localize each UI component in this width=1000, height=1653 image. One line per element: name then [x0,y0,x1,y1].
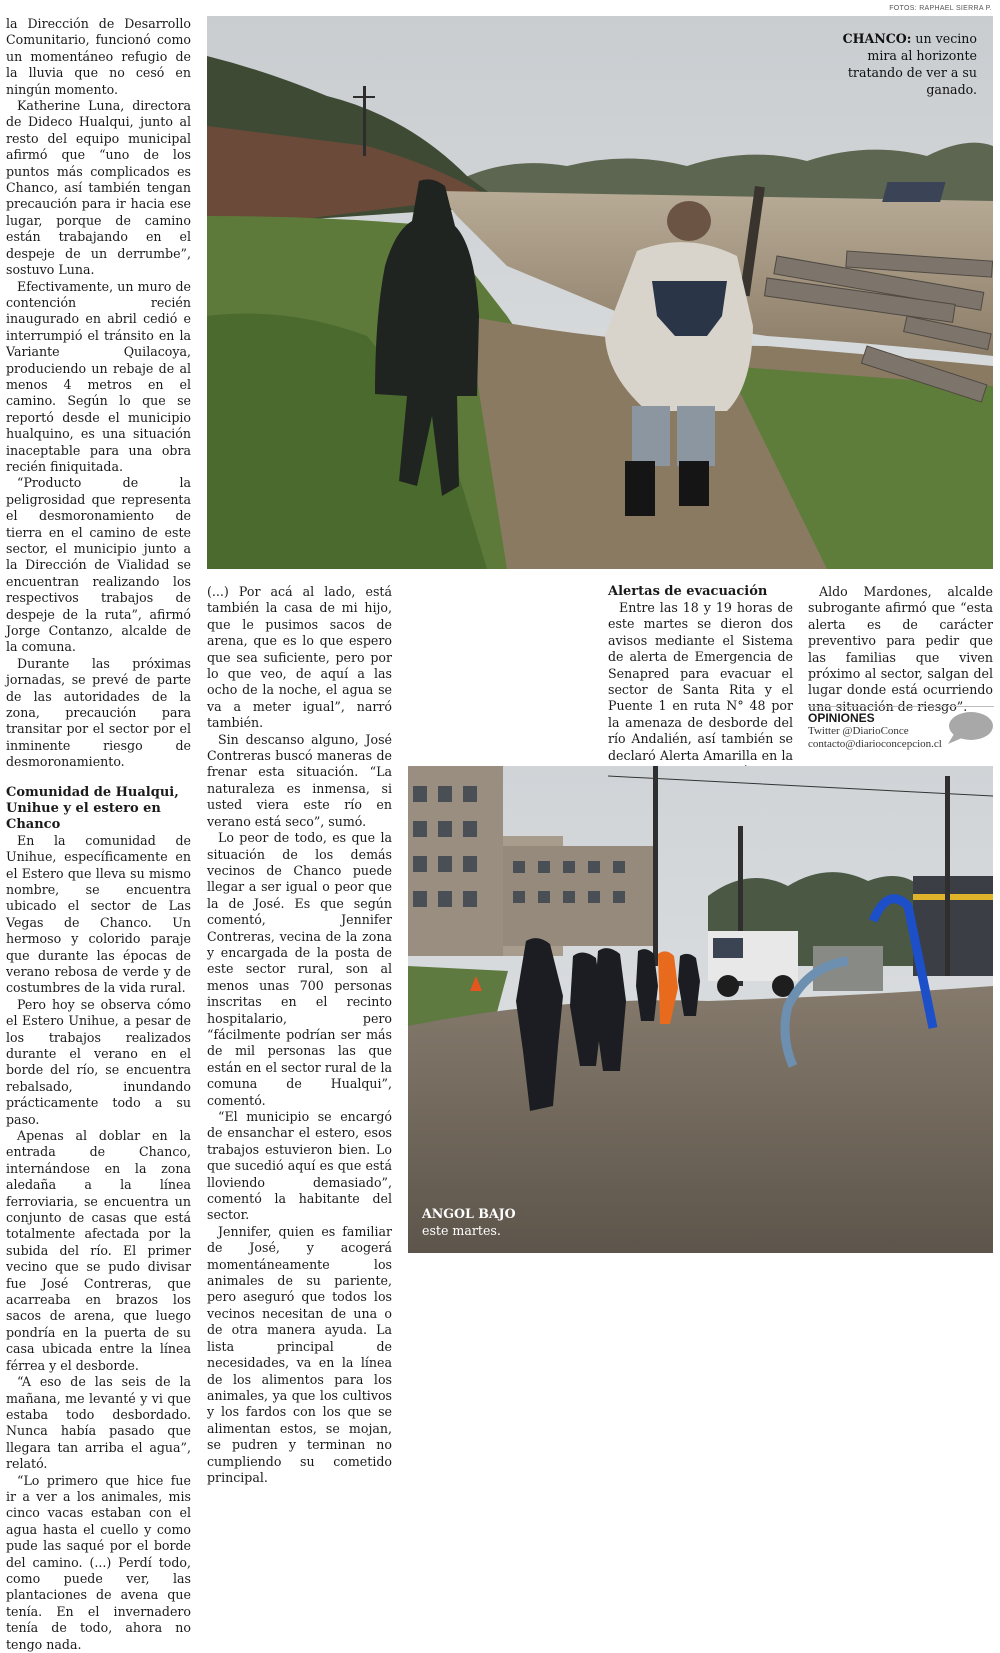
subheading-hualqui: Comunidad de Hualqui, Unihue y el estero en Chanco [6,784,179,832]
article-column-3 [608,584,793,780]
caption-label: ANGOL BAJO [422,1206,516,1221]
paragraph: Lo peor de todo, es que la situación de los demás vecinos de Chanco puede llegar a ser igual o peor que la de José. Es que según comentó, Jennifer Contreras, vecina de la zona y encargada de la posta de este sector rural, son al menos unas 700 personas inscritas en el recinto hospitalario, pero “fácilmente podrían ser más de mil personas las que están en el sector rural de la comuna de Hualqui”, comentó. [207,830,392,1108]
photo-angol-bajo [408,766,993,1253]
contact-email[interactable]: contacto@diarioconcepcion.cl [808,738,942,750]
caption-text: mira al horizonte [867,48,977,63]
speech-bubble-icon [946,710,994,746]
paragraph: Efectivamente, un muro de contención recién inaugurado en abril cedió e interrumpió el tránsito en la Variante Quilacoya, produciendo un rebaje de al menos 4 metros en el camino. Según lo que se reportó desde el municipio hualquino, es una situación inaceptable para una obra recién finiquitada. [6,278,191,474]
paragraph: Sin descanso alguno, José Contreras buscó maneras de frenar esta situación. “La naturaleza es inmensa, si usted viera este río en verano está seco”, sumó. [207,731,392,829]
paragraph: “Producto de la peligrosidad que representa el desmoronamiento de tierra en el camino de este sector, el municipio junto a la Dirección de Vialidad se encuentran realizando los respectivos trabajos de despeje de la ruta”, afirmó Jorge Contanzo, alcalde de la comuna. [6,475,191,655]
caption-text: tratando de ver a su [847,65,977,80]
caption-text: este martes. [422,1223,501,1238]
article-column-1 [6,16,191,1653]
paragraph: Pero hoy se observa cómo el Estero Unihue, a pesar de los trabajos realizados durante el verano en el borde del río, se encuentra rebalsado, inundando prácticamente todo a su paso. [6,996,191,1127]
photo-caption-chanco [843,30,977,98]
caption-text: ganado. [926,82,977,97]
paragraph: “A eso de las seis de la mañana, me levanté y vi que estaba todo desbordado. Nunca había pasado que llegara tan arriba el agua”, relató. [6,1374,191,1472]
opiniones-title: OPINIONES [808,711,875,725]
subheading-alertas: Alertas de evacuación [608,584,768,599]
photo-credit-header: FOTOS: RAPHAEL SIERRA P. [889,5,992,12]
paragraph: Apenas al doblar en la entrada de Chanco, internándose en la zona aledaña a la línea ferroviaria, se encuentra un conjunto de casas que está totalmente afectada por la subida del río. El primer vecino que se pudo divisar fue José Contreras, que acarreaba en brazos los sacos de arena, que luego pondría en la puerta de su casa ubicada entre la línea férrea y el desborde. [6,1128,191,1373]
paragraph: Katherine Luna, directora de Dideco Hualqui, junto al resto del equipo municipal afirmó que “uno de los puntos más complicados es Chanco, así también tengan precaución para ir hacia ese lugar, porque de camino están trabajando en el despeje de un derrumbe”, sostuvo Luna. [6,98,191,278]
photo-caption-angol [422,1205,516,1239]
paragraph: Jennifer, quien es familiar de José, y acogerá momentáneamente los animales de su pariente, pero aseguró que todos los vecinos necesitan de una o de otra manera ayuda. La lista principal de necesidades, va en la línea de los alimentos para los animales, ya que los cultivos y los fardos con los que se alimentan estos, se mojan, se pudren y terminan no cumpliendo su cometido principal. [207,1223,392,1485]
paragraph: En la comunidad de Unihue, específicamente en el Estero que lleva su mismo nombre, se encuentra ubicado el sector de Las Vegas de Chanco. Un hermoso y colorido paraje que durante las épocas de verano rebosa de verde y de costumbres de la vida rural. [6,832,191,996]
article-column-2 [207,584,392,1486]
photo-chanco [207,16,993,569]
flooded-street-illustration [408,766,993,1253]
paragraph: “Lo primero que hice fue ir a ver a los animales, mis cinco vacas estaban con el agua hasta el cuello y como pude las saqué por el borde del camino. (...) Perdí todo, como puede ver, las plantaciones de avena que tenía. En el invernadero tenía de todo, ahora no tengo nada. [6,1472,191,1652]
opiniones-box [808,706,994,753]
paragraph: (...) Por acá al lado, está también la casa de mi hijo, que le pusimos sacos de arena, que es lo que espero que sea suficiente, pero por lo que veo, de aquí a las ocho de la noche, el agua se va a meter igual”, narró también. [207,584,392,731]
twitter-handle[interactable]: Twitter @DiarioConce [808,725,909,737]
article-column-4 [808,584,993,715]
paragraph: Entre las 18 y 19 horas de este martes se dieron dos avisos mediante el Sistema de alerta de Emergencia de Senapred para evacuar el sector de Santa Rita y el Puente 1 en ruta N° 48 por la amenaza de desborde del río Andalién, así también se declaró Alerta Amarilla en la [608,600,793,763]
paragraph: Durante las próximas jornadas, se prevé de parte de las autoridades de la zona, precaución para transitar por el sector por el inminente riesgo de desmoronamiento. [6,655,191,770]
flooded-field-illustration [207,16,993,569]
paragraph: “El municipio se encargó de ensanchar el estero, esos trabajos estuvieron bien. Lo que sucedió aquí es que está lloviendo demasiado”, comentó la habitante del sector. [207,1109,392,1223]
caption-label: CHANCO: [842,31,912,46]
caption-text: un vecino [911,31,977,46]
paragraph: Aldo Mardones, alcalde subrogante afirmó que “esta alerta es de carácter preventivo para pedir que las familias que viven próximo al sector, salgan del lugar donde está ocurriendo una situación de riesgo”. [808,584,993,714]
paragraph: la Dirección de Desarrollo Comunitario, funcionó como un momentáneo refugio de la lluvia que no cesó en ningún momento. [6,16,191,97]
